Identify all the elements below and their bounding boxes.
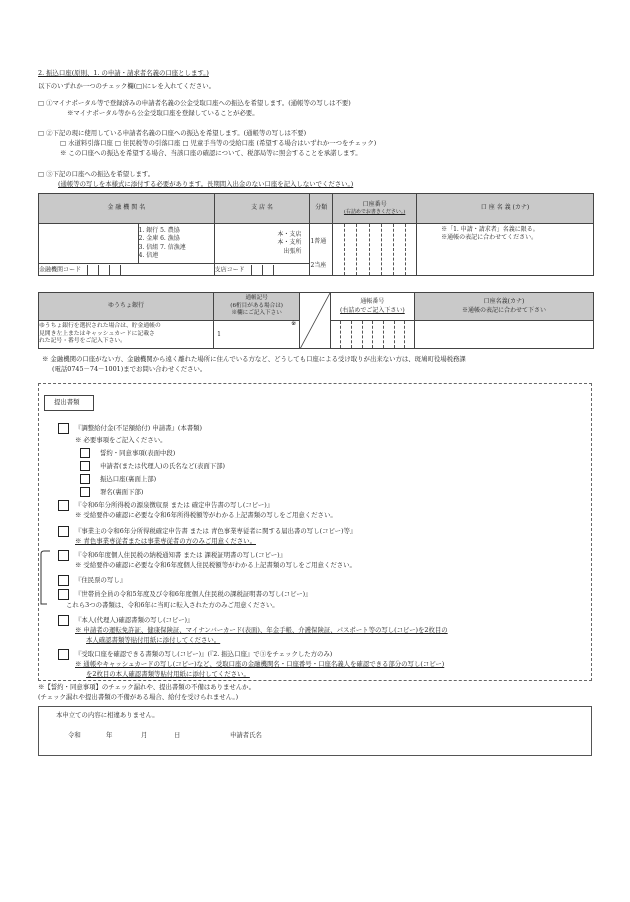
doc1-subcheck[interactable] [80, 487, 90, 497]
diagonal-slash [300, 293, 330, 349]
yucho-symbol-mark: ※ [291, 320, 297, 327]
doc6-label: 『世帯員全員の令和5年度及び令和6年度個人住民税の課税証明書の写し(コピー)』 [75, 590, 312, 598]
yucho-symbol-prefix: 1 [217, 331, 221, 338]
yucho-holder-header [414, 293, 593, 321]
doc1-subcheck[interactable] [80, 461, 90, 471]
doc3-checkbox[interactable] [58, 526, 69, 537]
yucho-table [38, 292, 594, 349]
account-number-input[interactable] [333, 224, 417, 276]
account-holder-header: 口 座 名 義 (カナ) [417, 194, 594, 224]
yucho-symbol-header-l1: 通帳記号 [245, 295, 268, 302]
doc4-checkbox[interactable] [58, 550, 69, 561]
option2-note: ※ この口座への振込を希望する場合、当該口座の確認について、税部局等に照会することを承諾します。 [60, 149, 362, 157]
yucho-number-input[interactable] [330, 321, 414, 349]
option1-note: ※マイナポータル等から公金受取口座を登録していることが必要。 [67, 109, 259, 117]
signature-label: 申請者氏名 [230, 731, 262, 739]
bank-type-options[interactable] [138, 224, 214, 264]
doc456-note: これら3つの書類は、令和6年に当町に転入された方のみご用意ください。 [66, 601, 279, 609]
bank-type-row: 1. 銀行 5. 農協 [138, 227, 180, 235]
branch-type-option[interactable]: 本・支店 [277, 231, 302, 239]
doc5-label: 『住民票の写し』 [75, 576, 127, 584]
account-type-option[interactable]: 2当座 [310, 262, 327, 270]
option3-checkbox-label[interactable]: □ ③下記の口座への振込を希望します。 [38, 170, 155, 178]
doc1-subitem: 申請者(または代理人)の氏名など(表面下部) [100, 462, 226, 470]
bank-type-row: 2. 金庫 6. 漁協 [138, 235, 180, 243]
yucho-symbol-header [214, 293, 300, 321]
yucho-holder-input[interactable] [414, 321, 593, 349]
account-number-header [333, 194, 417, 224]
branch-code-input[interactable] [214, 264, 310, 276]
yucho-symbol-header-l2: (6桁目がある場合は) [230, 302, 283, 309]
no-account-note-phone: (電話0745－74－1001)までお問い合わせください。 [52, 365, 207, 373]
doc8-checkbox[interactable] [58, 649, 69, 660]
branch-name-header: 支 店 名 [214, 194, 310, 224]
bank-code-input[interactable] [39, 264, 215, 276]
documents-title: 提出書類 [54, 398, 80, 406]
doc1-note: ※ 必要事項をご記入ください。 [75, 436, 167, 444]
yucho-instruction-line: 見開き左上またはキャッシュカードに記載さ [39, 330, 155, 337]
doc8-label: 『受取口座を確認できる書類の写し(コピー)』(『2. 振込口座』で③をチェックした方のみ) [75, 650, 333, 658]
option1-checkbox-label[interactable]: □ ①マイナポータル等で登録済みの申請者名義の公金受取口座への振込を希望します。(通帳等の写しは不要) [38, 99, 351, 107]
yucho-number-header [330, 293, 414, 321]
date-year: 年 [106, 731, 113, 739]
option2-checkbox-label[interactable]: □ ②下記の現に使用している申請者名義の口座への振込を希望します。(通帳等の写しは不要) [38, 129, 307, 137]
final-note2: (チェック漏れや提出書類の不備がある場合、給付を受けられません。) [38, 693, 239, 701]
doc5-checkbox[interactable] [58, 575, 69, 586]
yucho-holder-header-label: 口座名義(カナ) [483, 298, 525, 306]
branch-name-input[interactable] [214, 224, 310, 264]
doc7-note2: 本人確認書類等貼付用紙に添付してください。 [86, 636, 221, 644]
bracket-line [40, 550, 52, 608]
doc3-note: ※ 青色事業専従者または事業専従者の方のみご用意ください。 [75, 537, 256, 545]
bank-name-header: 金 融 機 関 名 [39, 194, 215, 224]
doc1-subitem: 署名(裏面下部) [100, 488, 144, 496]
yucho-symbol-input[interactable] [214, 321, 300, 349]
doc4-label: 『令和6年度個人住民税の納税通知書 または 課税証明書の写し(コピー)』 [75, 551, 286, 559]
doc2-checkbox[interactable] [58, 500, 69, 511]
doc1-subcheck[interactable] [80, 474, 90, 484]
doc2-note: ※ 受給要件の確認に必要な令和6年所得税額等がわかる上記書類の写しをご用意ください。 [75, 511, 337, 519]
yucho-symbol-header-l3: ※欄にご記入下さい [231, 310, 282, 317]
holder-note: ※通帳の表記に合わせてください。 [441, 234, 538, 242]
account-type-header: 分類 [310, 194, 333, 224]
doc3-label: 『事業主の令和6年分所得税確定申告書 または 青色事業専従者に関する届出書の写し(コピー)等』 [75, 527, 357, 535]
account-holder-input[interactable] [417, 224, 594, 276]
doc1-checkbox[interactable] [58, 423, 69, 434]
doc8-note2: を2枚目の本人確認書類等貼付用紙に添付してください。 [86, 670, 250, 678]
confirmation-statement: 本申立ての内容に相違ありません。 [56, 711, 159, 719]
doc1-label: 『調整給付金(不足額給付) 申請書』(本書類) [75, 424, 203, 432]
bank-code-label: 金融機関コード [39, 266, 82, 273]
section2-heading: 2. 振込口座(原則、1. の申請・請求者名義の口座とします。) [38, 69, 209, 77]
final-note1: ※【誓約・同意事項】のチェック漏れや、提出書類の不備はありませんか。 [38, 683, 255, 691]
doc1-subcheck[interactable] [80, 448, 90, 458]
account-number-header-label: 口座番号 [362, 201, 387, 209]
yucho-bank-header: ゆうちょ銀行 [39, 293, 214, 321]
doc6-checkbox[interactable] [58, 589, 69, 600]
doc1-subitem: 誓約・同意事項(表面中段) [100, 449, 176, 457]
yucho-instructions [39, 321, 214, 349]
bank-type-row: 3. 信組 7. 信漁連 [138, 243, 186, 251]
no-account-note: ※ 金融機関の口座がない方、金融機関から遠く離れた場所に住んでいる方など、どうしても口座による受け取りが出来ない方は、斑鳩町役場税務課 [42, 355, 466, 363]
yucho-instruction-line: れた記号・番号をご記入下さい。 [39, 338, 126, 345]
yucho-number-header-sub: (右詰めでご記入下さい) [340, 306, 405, 314]
doc4-note: ※ 受給要件の確認に必要な令和6年度個人住民税額等がわかる上記書類の写しをご用意ください。 [75, 561, 356, 569]
account-type-option[interactable]: 1普通 [310, 238, 327, 245]
section2-instruction: 以下のいずれか一つのチェック欄(□)にレを入れてください。 [38, 82, 215, 90]
doc7-note1: ※ 申請者の運転免許証、健康保険証、マイナンバーカード(表面)、年金手帳、介護保険証、パスポート等の写し(コピー)を2枚目の [75, 626, 448, 634]
branch-type-option[interactable]: 出張所 [283, 247, 302, 255]
doc8-note1: ※ 通帳やキャッシュカードの写し(コピー)など、受取口座の金融機関名・口座番号・口座名義人を確認できる部分の写し(コピー) [75, 660, 445, 668]
date-era: 令和 [68, 731, 81, 739]
branch-type-option[interactable]: 本・支所 [277, 239, 302, 247]
account-number-header-sub: (右詰めでお書きください。) [343, 209, 406, 216]
doc7-checkbox[interactable] [58, 615, 69, 626]
date-month: 月 [141, 731, 148, 739]
doc2-label: 『令和6年分所得税の源泉徴収票 または 確定申告書の写し(コピー)』 [75, 501, 274, 509]
account-type-options[interactable] [310, 224, 333, 276]
holder-note: ※「1. 申請・請求者」名義に限る。 [441, 226, 539, 233]
bank-account-table [38, 193, 594, 276]
date-day: 日 [174, 731, 181, 739]
option3-note: (通帳等の写しを本様式に添付する必要があります。長期間入出金のない口座を記入しないでください。) [58, 180, 354, 188]
branch-code-label: 支店コード [214, 266, 245, 273]
bank-name-input[interactable] [39, 224, 139, 264]
signature-input[interactable] [262, 728, 562, 742]
doc7-label: 『本人(代理人)確認書類の写し(コピー)』 [75, 616, 194, 624]
doc1-subitem: 振込口座(裏面上部) [100, 475, 157, 483]
yucho-diagonal-cell [300, 293, 331, 349]
yucho-number-header-label: 通帳番号 [360, 298, 385, 306]
option2-suboptions[interactable]: □ 水道料引落口座 □ 住民税等の引落口座 □ 児童手当等の受給口座 (希望する場合はいずれか一つをチェック) [60, 139, 377, 147]
yucho-instruction-line: ゆうちょ銀行を選択された場合は、貯金通帳の [39, 322, 161, 329]
yucho-holder-header-sub: ※通帳の表記に合わせて下さい [461, 306, 546, 314]
bank-type-row: 4. 信連 [138, 251, 159, 259]
